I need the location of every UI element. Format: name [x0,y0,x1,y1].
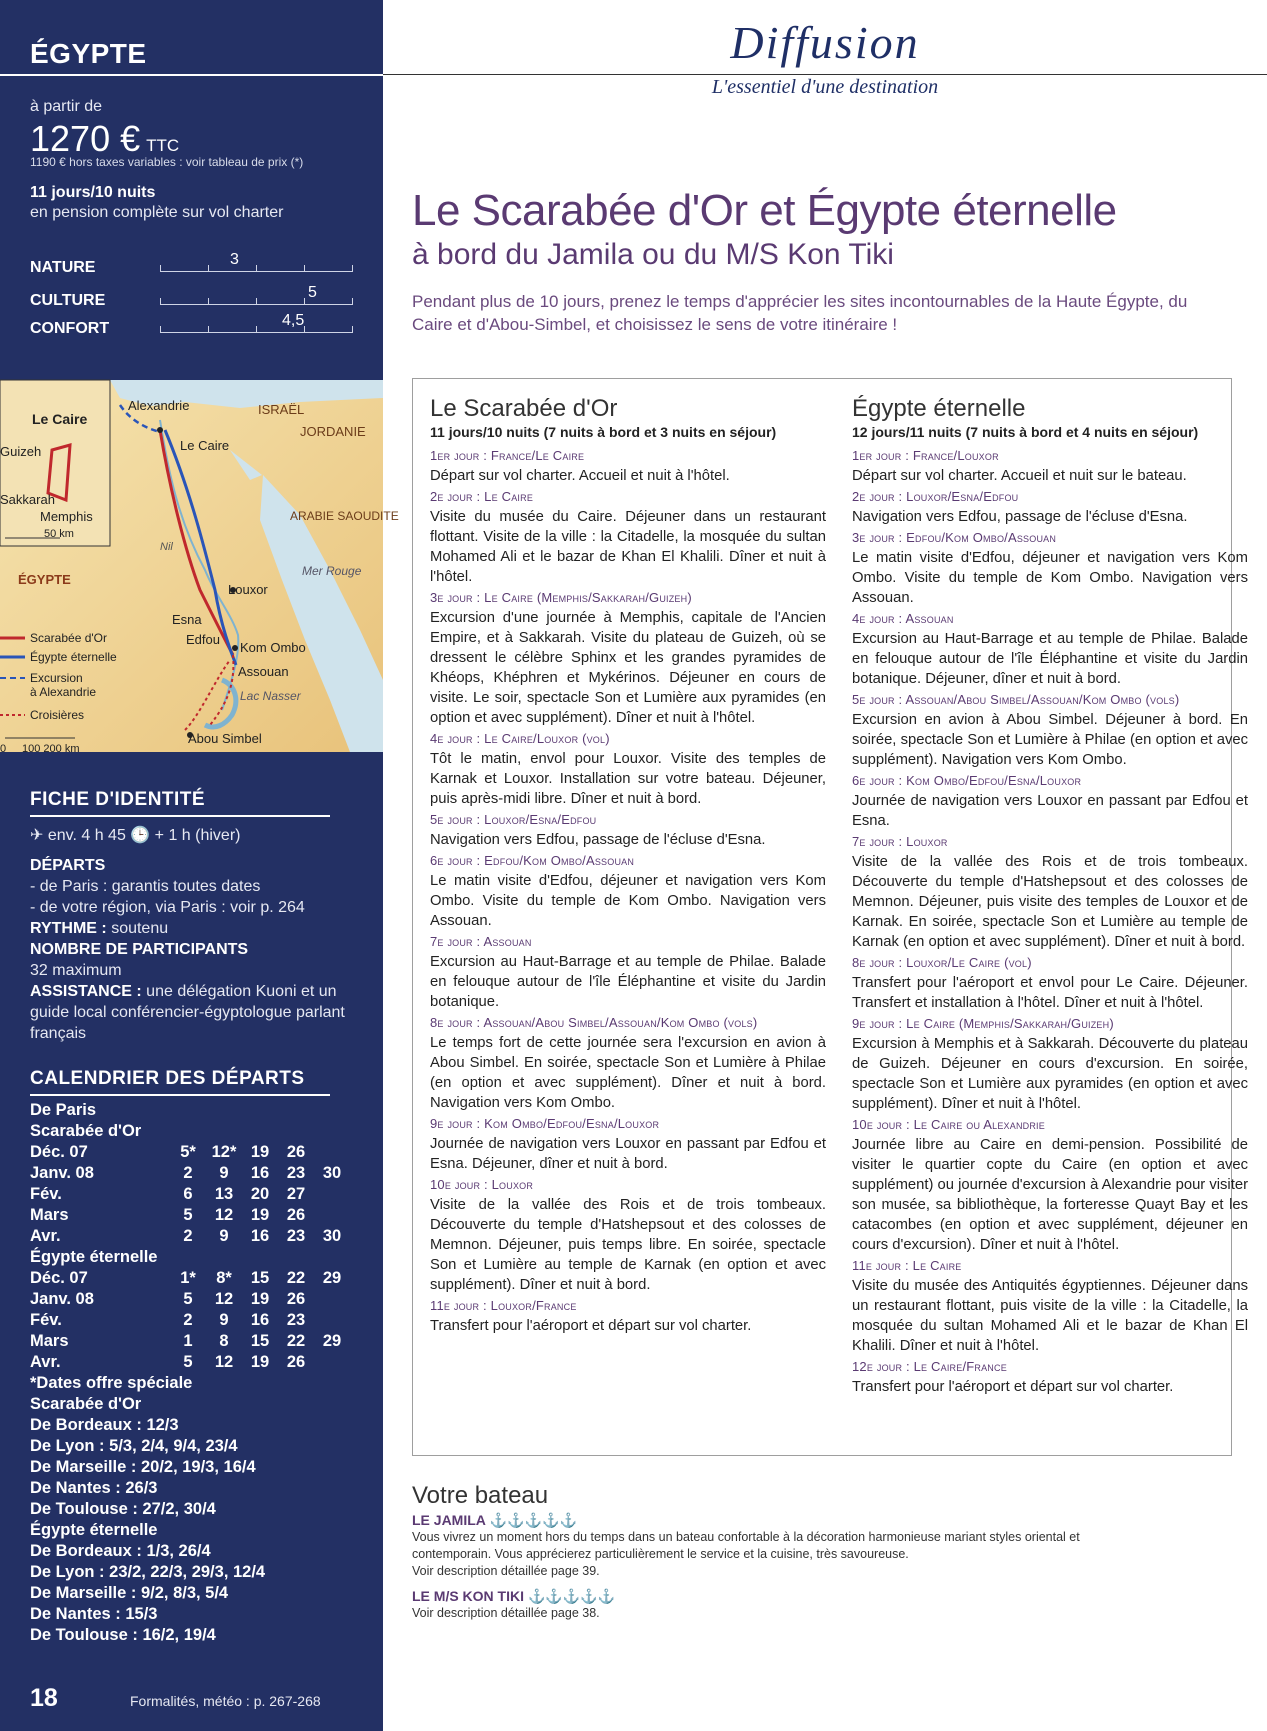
regional-line: De Marseille : 20/2, 19/3, 16/4 [30,1458,256,1476]
day-text: Visite de la vallée des Rois et de trois tombeaux. Découverte du temple d'Hatshepsout et des colosses de Memnon. Déjeuner, puis temps libre. En soirée, spectacle Son et Lumière au temple de Karnak (en option et avec supplément). Dîner et nuit à bord. [430,1197,826,1293]
day-item [430,1114,826,1174]
egypt-map [0,380,399,755]
rating-scale [160,264,353,272]
page-subtitle: à bord du Jamila ou du M/S Kon Tiki [412,238,894,271]
itinerary-duration: 12 jours/11 nuits (7 nuits à bord et 4 nuits en séjour) [852,424,1199,440]
flight-time: env. 4 h 45 [47,827,126,844]
calendar-row: Mars 1 8 15 22 29 [30,1332,342,1350]
itinerary-scarabee [430,396,826,1336]
participants-label: NOMBRE DE PARTICIPANTS [30,941,249,958]
masthead-title: Diffusion [730,17,920,68]
day-heading: 4e jour : Le Caire/Louxor (vol) [430,731,610,746]
day-text: Excursion au Haut-Barrage et au temple de Philae. Balade en felouque autour de l'île Éléphantine et visite du Jardin botanique. Déjeuner, dîner et nuit à bord. [852,631,1248,687]
calendar-row: Mars 5 12 19 26 [30,1206,306,1224]
calendar-row: Déc. 07 1* 8* 15 22 29 [30,1269,342,1287]
day-text: Transfert pour l'aéroport et départ sur vol charter. [852,1379,1174,1395]
rating-value-nature: 3 [230,251,239,268]
regional-line: De Marseille : 9/2, 8/3, 5/4 [30,1584,229,1602]
day-item [852,832,1248,952]
regional-line: De Lyon : 23/2, 22/3, 29/3, 12/4 [30,1563,266,1581]
masthead-subtitle: L'essentiel d'une destination [711,76,939,98]
city-dot [232,645,238,651]
day-item [852,1014,1248,1114]
day-item [430,588,826,728]
map-label: Esna [172,612,202,627]
map-label: Kom Ombo [240,640,306,655]
day-heading: 9e jour : Le Caire (Memphis/Sakkarah/Guizeh) [852,1016,1114,1031]
map-label: Mer Rouge [302,564,362,578]
day-item [852,1256,1248,1356]
map-label: Alexandrie [128,398,190,413]
boat-description: Vous vivrez un moment hors du temps dans un bateau confortable à la décoration harmonieuse mariant styles oriental et contemporain. Vous apprécierez particulièrement le service et la cuisine, très savoureuse. [412,1530,1080,1561]
day-text: Visite de la vallée des Rois et de trois tombeaux. Découverte du temple d'Hatshepsout et des colosses de Memnon. Déjeuner, puis visite des temples de Louxor et de Karnak. En soirée, spectacle Son et Lumière au temple de Karnak (en option et avec supplément). Dîner et nuit à bord. [852,854,1248,950]
map-label: 50 km [44,528,74,540]
duration: 11 jours/10 nuits [30,184,156,201]
calendar-group: Égypte éternelle [30,1248,158,1266]
day-heading: 1er jour : France/Louxor [852,448,999,463]
legend-label: Égypte éternelle [30,650,117,664]
map-label: Le Caire [32,411,88,427]
day-text: Transfert pour l'aéroport et départ sur vol charter. [430,1318,752,1334]
regional-line: De Toulouse : 16/2, 19/4 [30,1626,216,1644]
day-item [430,446,826,486]
day-heading: 11e jour : Louxor/France [430,1298,577,1313]
day-text: Excursion d'une journée à Memphis, capitale de l'Ancien Empire, et à Sakkarah. Visite du plateau de Guizeh, où se dressent le célèbre Sphinx et les grandes pyramides de Khéops, Khéphren et Mykérinos. Déjeuner en cours de visite. Le soir, spectacle Son et Lumière aux pyramides (en option et avec supplément). Dîner et nuit à l'hôtel. [430,610,826,726]
itinerary-duration: 11 jours/10 nuits (7 nuits à bord et 3 nuits en séjour) [430,424,777,440]
day-text: Départ sur vol charter. Accueil et nuit à l'hôtel. [430,468,730,484]
boat-section [412,1482,1132,1622]
day-heading: 4e jour : Assouan [852,611,954,626]
day-text: Transfert pour l'aéroport et envol pour Le Caire. Déjeuner. Transfert et installation à l'hôtel. Dîner et nuit à l'hôtel. [852,975,1248,1011]
day-text: Journée de navigation vers Louxor en passant par Edfou et Esna. [852,793,1248,829]
special-note: *Dates offre spéciale [30,1374,193,1392]
map-label: ARABIE SAOUDITE [290,509,399,523]
map-label: Le Caire [180,438,230,453]
day-heading: 2e jour : Le Caire [430,489,534,504]
day-heading: 8e jour : Assouan/Abou Simbel/Assouan/Kom Ombo (vols) [430,1015,758,1030]
calendar-row: Déc. 07 5* 12* 19 26 [30,1143,306,1161]
rating-scale [160,325,353,333]
day-text: Journée de navigation vers Louxor en passant par Edfou et Esna. Déjeuner, dîner et nuit à bord. [430,1136,826,1172]
masthead [383,0,1267,105]
day-item [430,851,826,931]
regional-line: De Lyon : 5/3, 2/4, 9/4, 23/4 [30,1437,238,1455]
day-heading: 5e jour : Assouan/Abou Simbel/Assouan/Kom Ombo (vols) [852,692,1180,707]
day-text: Journée libre au Caire en demi-pension. Possibilité de visiter le quartier copte du Caire (en option et avec supplément) ou journée d'excursion à Alexandrie pour visiter son musée, sa bibliothèque, la forteresse Quayt Bay et les catacombes (en option et avec supplément, déjeuner en cours d'excursion). Dîner et nuit à l'hôtel. [852,1137,1248,1253]
rating-label-nature: NATURE [30,259,96,276]
map-label: Louxor [228,582,268,597]
day-text: Visite du musée du Caire. Déjeuner dans un restaurant flottant. Visite de la ville : la Citadelle, la mosquée du sultan Mohamed Ali et le bazar de Khan El Khalili. Dîner et nuit à l'hôtel. [430,509,826,585]
itinerary-title: Le Scarabée d'Or [430,395,618,422]
map-label: Abou Simbel [188,731,262,746]
day-heading: 3e jour : Edfou/Kom Ombo/Assouan [852,530,1057,545]
calendar-row: Janv. 08 2 9 16 23 30 [30,1164,342,1182]
taxes-note: 1190 € hors taxes variables : voir tableau de prix (*) [30,155,304,169]
scale-label: 100 200 km [22,743,80,755]
day-item [430,729,826,809]
divider [383,74,1267,75]
day-item [852,690,1248,770]
day-text: Excursion au Haut-Barrage et au temple de Philae. Balade en felouque autour de l'île Éléphantine et visite du Jardin botanique. [430,954,826,1010]
day-heading: 9e jour : Kom Ombo/Edfou/Esna/Louxor [430,1116,660,1131]
rating-scale [160,297,353,305]
regional-line: De Bordeaux : 1/3, 26/4 [30,1542,211,1560]
calendar-group: Égypte éternelle [30,1521,158,1539]
day-item [852,609,1248,689]
map-label: ISRAËL [258,402,305,417]
rating-label-comfort: CONFORT [30,320,110,337]
legend-label: Scarabée d'Or [30,631,107,645]
itinerary-title: Égypte éternelle [852,395,1026,422]
day-item [430,932,826,1012]
intro-text: Pendant plus de 10 jours, prenez le temps d'apprécier les sites incontournables de la Haute Égypte, du Caire et d'Abou-Simbel, et choisissez le sens de votre itinéraire ! [412,292,1188,334]
day-text: Navigation vers Edfou, passage de l'écluse d'Esna. [852,509,1188,525]
map-label: Edfou [186,632,220,647]
boat-reference: Voir description détaillée page 38. [412,1606,600,1620]
price [30,118,179,160]
anchor-rating-icon: ⚓⚓⚓⚓⚓ [528,1588,616,1604]
day-text: Départ sur vol charter. Accueil et nuit sur le bateau. [852,468,1187,484]
scale-label: 0 [0,743,7,755]
map-label: Guizeh [0,444,42,459]
participants-value: 32 maximum [30,962,122,979]
rhythm-label: RYTHME : [30,920,107,937]
price-suffix: TTC [146,136,180,155]
divider [0,74,383,76]
identity-details [30,855,370,1044]
day-text: Le matin visite d'Edfou, déjeuner et navigation vers Kom Ombo. Visite du temple de Kom Ombo. Navigation vers Assouan. [430,873,826,929]
calendar-group: Scarabée d'Or [30,1122,142,1140]
day-text: Visite du musée des Antiquités égyptiennes. Déjeuner dans un restaurant flottant, puis visite de la ville : la Citadelle, la mosquée du sultan Mohamed Ali et le bazar de Khan El Khalili. Dîner et nuit à l'hôtel. [852,1278,1248,1354]
city-dot [157,427,163,433]
day-heading: 10e jour : Le Caire ou Alexandrie [852,1117,1045,1132]
plane-icon: ✈ [30,827,44,844]
calendar-row: Avr. 2 9 16 23 30 [30,1227,342,1245]
departures-label: DÉPARTS [30,857,106,874]
rating-value-culture: 5 [308,284,317,301]
map-label: JORDANIE [300,424,366,439]
day-heading: 2e jour : Louxor/Esna/Edfou [852,489,1019,504]
timezone: + 1 h (hiver) [154,827,241,844]
departure-line: - de Paris : garantis toutes dates [30,878,261,895]
anchor-rating-icon: ⚓⚓⚓⚓⚓ [489,1512,578,1528]
map-label: Nil [160,541,173,553]
assistance-value: une délégation Kuoni et un guide local conférencier-égyptologue parlant français [30,983,345,1042]
day-heading: 5e jour : Louxor/Esna/Edfou [430,812,597,827]
boat-heading: Votre bateau [412,1482,549,1509]
day-heading: 6e jour : Kom Ombo/Edfou/Esna/Louxor [852,773,1082,788]
day-item [430,487,826,587]
day-text: Excursion en avion à Abou Simbel. Déjeuner à bord. En soirée, spectacle Son et Lumière à Philae (en option et avec supplément). Navigation vers Kom Ombo. [852,712,1248,768]
price-value: 1270 € [30,118,141,159]
calendar-heading: CALENDRIER DES DÉPARTS [30,1068,305,1089]
map-label: Assouan [238,664,289,679]
calendar-row: Avr. 5 12 19 26 [30,1353,306,1371]
legend-label: Excursion [30,671,83,685]
day-text: Le temps fort de cette journée sera l'excursion en avion à Abou Simbel. En soirée, spectacle Son et Lumière à Philae (en option et avec supplément). Dîner et nuit à bord. Navigation vers Kom Ombo. [430,1035,826,1111]
regional-line: De Nantes : 26/3 [30,1479,158,1497]
day-heading: 3e jour : Le Caire (Memphis/Sakkarah/Guizeh) [430,590,692,605]
divider [30,1094,330,1096]
boat-reference: Voir description détaillée page 39. [412,1564,600,1578]
day-list [430,446,826,1336]
day-heading: 12e jour : Le Caire/France [852,1359,1007,1374]
day-text: Navigation vers Edfou, passage de l'écluse d'Esna. [430,832,766,848]
calendar-row: Fév. 2 9 16 23 [30,1311,306,1329]
map-label: Lac Nasser [240,689,301,703]
day-item [852,1357,1248,1397]
day-heading: 6e jour : Edfou/Kom Ombo/Assouan [430,853,635,868]
departure-line: - de votre région, via Paris : voir p. 264 [30,899,305,916]
rating-label-culture: CULTURE [30,292,106,309]
day-item [852,771,1248,831]
rhythm-value: soutenu [111,920,169,937]
day-item [852,487,1248,527]
regional-line: De Bordeaux : 12/3 [30,1416,179,1434]
map-graphic [0,380,399,755]
page-title: Le Scarabée d'Or et Égypte éternelle [412,186,1117,235]
day-item [430,1175,826,1295]
flight-info [30,825,370,846]
day-text: Le matin visite d'Edfou, déjeuner et navigation vers Kom Ombo. Visite du temple de Kom Ombo. Navigation vers Assouan. [852,550,1248,606]
day-item [430,1296,826,1336]
day-item [852,953,1248,1013]
regional-line: De Toulouse : 27/2, 30/4 [30,1500,216,1518]
price-from-label: à partir de [30,98,103,115]
assistance-label: ASSISTANCE : [30,983,142,1000]
day-heading: 1er jour : France/Le Caire [430,448,585,463]
day-item [852,528,1248,608]
day-heading: 11e jour : Le Caire [852,1258,962,1273]
calendar-row: Janv. 08 5 12 19 26 [30,1290,306,1308]
calendar-group: Scarabée d'Or [30,1395,142,1413]
day-heading: 7e jour : Assouan [430,934,532,949]
identity-heading: FICHE D'IDENTITÉ [30,789,206,810]
regional-line: De Nantes : 15/3 [30,1605,158,1623]
day-item [430,1013,826,1113]
day-text: Excursion à Memphis et à Sakkarah. Découverte du plateau de Guizeh. Déjeuner en cours d'excursion. En soirée, spectacle Son et Lumière aux pyramides (en option et avec supplément). Dîner et nuit à l'hôtel. [852,1036,1248,1112]
day-heading: 8e jour : Louxor/Le Caire (vol) [852,955,1032,970]
sidebar [0,0,399,1731]
rating-value-comfort: 4,5 [282,312,305,329]
legend-label: à Alexandrie [30,685,97,699]
divider [30,815,330,817]
calendar-row: Fév. 6 13 20 27 [30,1185,306,1203]
day-list [852,446,1248,1397]
day-item [852,1115,1248,1255]
day-item [852,446,1248,486]
day-heading: 7e jour : Louxor [852,834,948,849]
map-label: Sakkarah [0,492,55,507]
itinerary-eternelle [852,396,1248,1397]
day-item [430,810,826,850]
country-title: ÉGYPTE [30,38,147,69]
clock-icon: 🕒 [130,827,151,844]
legend-label: Croisières [30,708,85,722]
map-label: Memphis [40,509,93,524]
board-type: en pension complète sur vol charter [30,204,284,221]
calendar-from-paris: De Paris [30,1101,97,1119]
day-heading: 10e jour : Louxor [430,1177,534,1192]
calendar [30,1100,370,1646]
day-text: Tôt le matin, envol pour Louxor. Visite des temples de Karnak et Louxor. Installation sur votre bateau. Déjeuner, puis après-midi libre. Dîner et nuit à bord. [430,751,826,807]
boat-name-kontiki: LE M/S KON TIKI ⚓⚓⚓⚓⚓ [412,1588,616,1604]
map-label: ÉGYPTE [18,572,71,587]
formalites-note: Formalités, météo : p. 267-268 [130,1693,321,1709]
page-number: 18 [30,1684,58,1712]
boat-name-jamila: LE JAMILA ⚓⚓⚓⚓⚓ [412,1512,578,1528]
